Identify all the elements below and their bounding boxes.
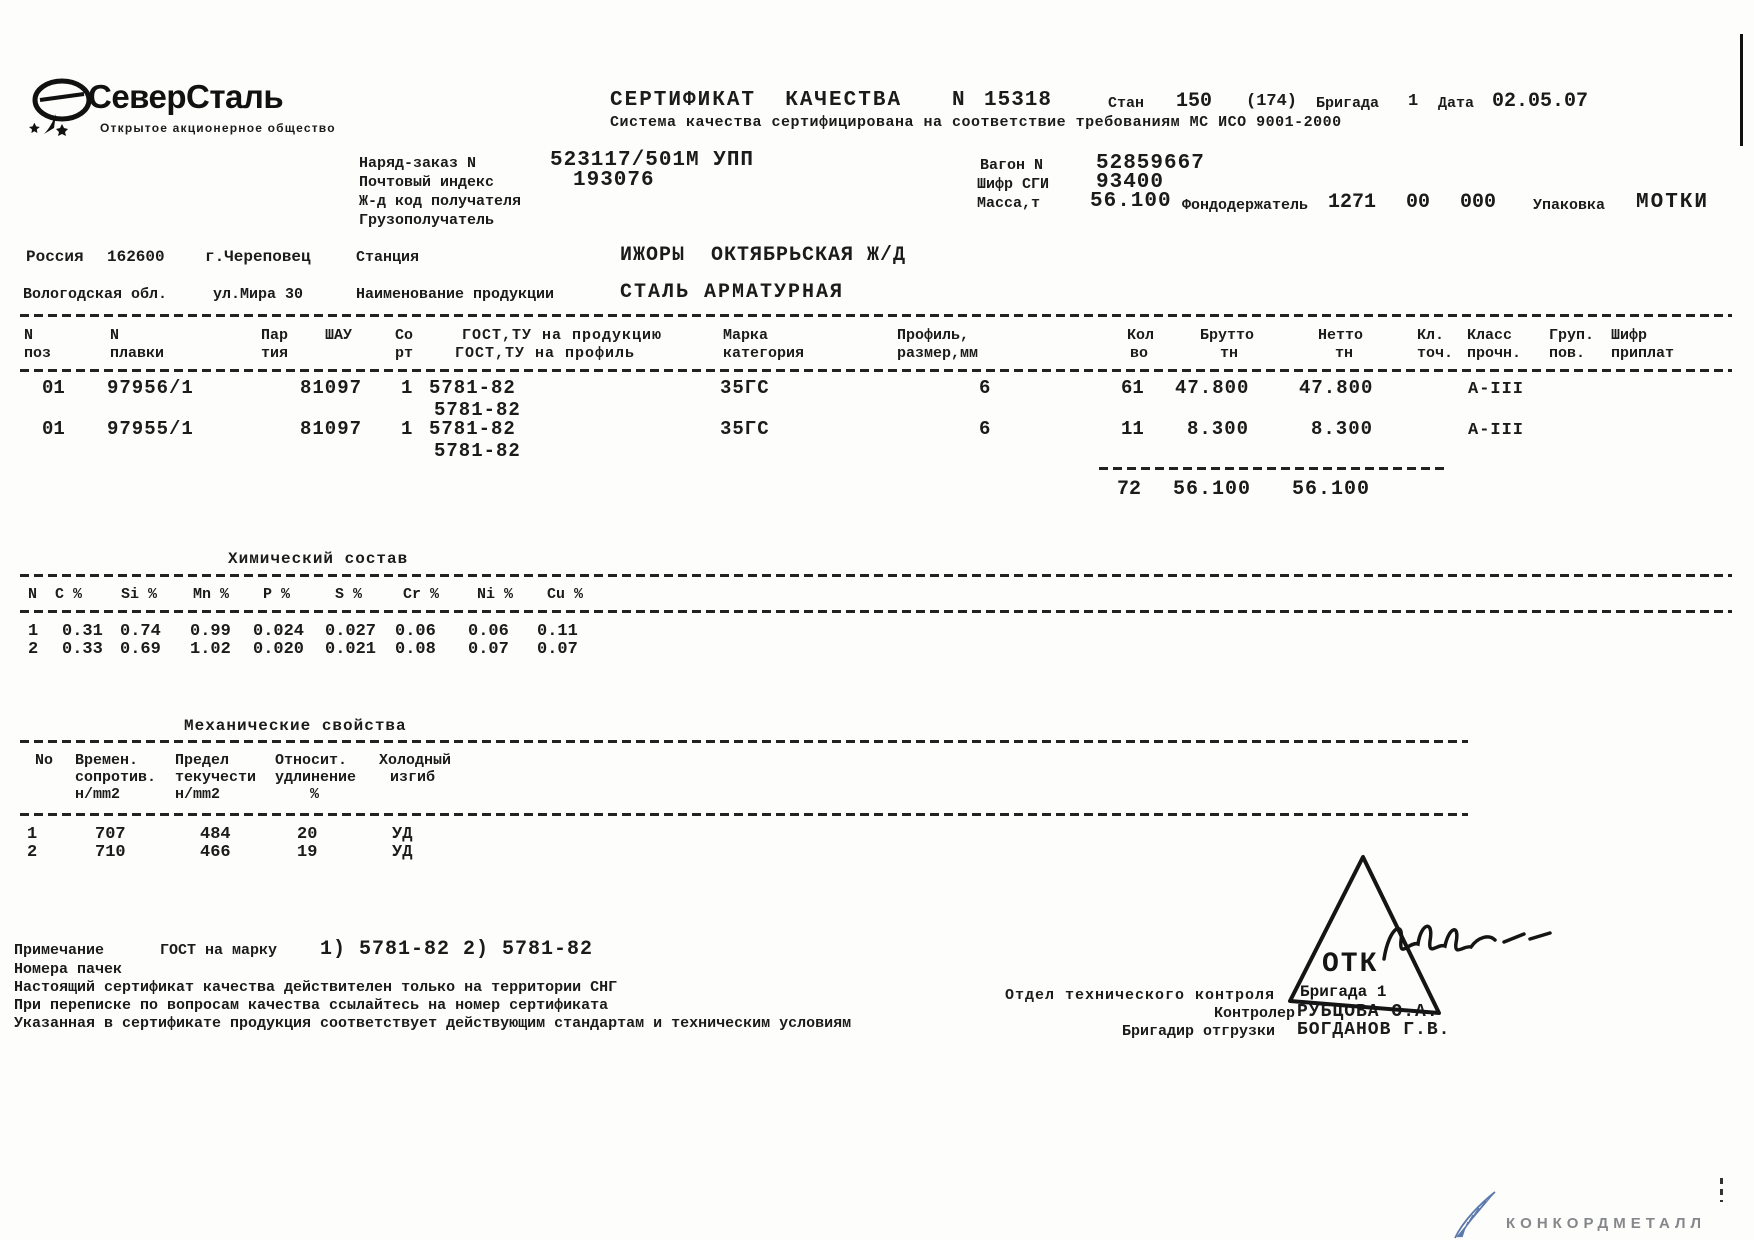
note-gost-value: 1) 5781-82 2) 5781-82 — [320, 938, 594, 961]
col-gross-header: Брутто — [1200, 327, 1255, 344]
packing-label: Упаковка — [1533, 197, 1606, 214]
col-gost-product-header: ГОСТ,ТУ на продукцию — [462, 327, 663, 344]
sgi-code-value: 93400 — [1096, 171, 1165, 194]
chemistry-title: Химический состав — [228, 550, 409, 568]
chem-cell: 0.99 — [190, 622, 231, 641]
mass-value: 56.100 — [1090, 190, 1172, 213]
table-row-sort: 1 — [401, 418, 413, 440]
wagon-value: 52859667 — [1096, 152, 1205, 175]
chem-cell: 0.33 — [62, 640, 103, 659]
region: Вологодская обл. — [23, 286, 168, 303]
chem-cell: 0.020 — [253, 640, 305, 659]
mech-cell: 19 — [297, 843, 318, 862]
chem-header: Cu % — [547, 586, 584, 603]
otk-stamp — [1258, 843, 1558, 1028]
mechanics-title: Механические свойства — [184, 717, 407, 735]
col-accuracy-header: Кл. — [1417, 327, 1445, 344]
col-surcharge-header: Шифр — [1611, 327, 1648, 344]
controller-label: Контролер — [1214, 1005, 1296, 1022]
mech-header-no: No — [35, 752, 54, 769]
col-gross-header2: тн — [1220, 345, 1239, 362]
chem-cell: 1.02 — [190, 640, 231, 659]
table-row-gross: 47.800 — [1175, 377, 1250, 399]
chem-cell: 2 — [28, 640, 39, 659]
col-strength-header: Класс — [1467, 327, 1513, 344]
table-row-gross: 8.300 — [1187, 418, 1250, 440]
scan-artifact-mark — [1720, 1178, 1723, 1202]
wagon-label: Вагон N — [980, 157, 1044, 174]
brigade-value: 1 — [1408, 92, 1419, 111]
mech-header-elongation2: удлинение — [275, 769, 357, 786]
date-value: 02.05.07 — [1492, 90, 1589, 113]
mech-header-yield2: текучести — [175, 769, 257, 786]
col-net-header2: тн — [1335, 345, 1354, 362]
table-row-party: 81097 — [300, 377, 363, 399]
chem-cell: 0.31 — [62, 622, 103, 641]
note-line: При переписке по вопросам качества ссылайтесь на номер сертификата — [14, 997, 609, 1014]
mech-header-elongation: Относит. — [275, 752, 348, 769]
note-label: Примечание — [14, 942, 105, 959]
chem-cell: 0.027 — [325, 622, 377, 641]
chem-cell: 0.024 — [253, 622, 305, 641]
rail-code-label: Ж-д код получателя — [359, 193, 522, 210]
col-group-header2: пов. — [1549, 345, 1586, 362]
mech-cell: УД — [392, 843, 413, 862]
table-row-grade: 35ГС — [720, 418, 770, 440]
certificate-number-label: N — [952, 89, 965, 112]
company-name: СеверСталь — [88, 78, 284, 115]
chem-cell: 0.08 — [395, 640, 436, 659]
total-qty: 72 — [1117, 478, 1142, 501]
chem-header: C % — [55, 586, 83, 603]
mech-header-tensile: Времен. — [75, 752, 139, 769]
col-gost-profile-header: ГОСТ,ТУ на профиль — [455, 345, 636, 362]
otk-stamp-text: ОТК — [1322, 949, 1379, 980]
chem-cell: 0.11 — [537, 622, 578, 641]
postcode: 162600 — [107, 248, 165, 266]
chem-header: S % — [335, 586, 363, 603]
mech-cell: УД — [392, 825, 413, 844]
table-row-pos: 01 — [42, 418, 65, 440]
totals-divider-line — [1099, 467, 1444, 470]
mech-header-tensile-units: н/mm2 — [75, 786, 121, 803]
table-row-pos: 01 — [42, 377, 65, 399]
col-surcharge-header2: приплат — [1611, 345, 1675, 362]
col-grade-header: Марка — [723, 327, 769, 344]
col-melt-header2: плавки — [110, 345, 165, 362]
table-row-qty: 11 — [1121, 418, 1144, 440]
controller-name: РУБЦОВА О.А. — [1297, 1002, 1439, 1022]
mech-cell: 707 — [95, 825, 126, 844]
mech-cell: 484 — [200, 825, 231, 844]
divider-line — [20, 740, 1468, 743]
severstal-logo-icon — [26, 76, 92, 138]
divider-line — [20, 314, 1732, 317]
table-row-gost-profile: 5781-82 — [434, 399, 521, 421]
mill-alt-value: (174) — [1246, 92, 1298, 111]
table-row-qty: 61 — [1121, 377, 1144, 399]
table-row-grade: 35ГС — [720, 377, 770, 399]
chem-cell: 1 — [28, 622, 39, 641]
iso-line: Система качества сертифицирована на соответствие требованиям МС ИСО 9001-2000 — [610, 114, 1342, 131]
chem-cell: 0.06 — [395, 622, 436, 641]
chem-header: Mn % — [193, 586, 230, 603]
col-qty-header: Кол — [1127, 327, 1155, 344]
mech-header-coldbend: Холодный — [379, 752, 452, 769]
station-value: ИЖОРЫ ОКТЯБРЬСКАЯ Ж/Д — [620, 244, 907, 267]
col-group-header: Груп. — [1549, 327, 1595, 344]
chem-header: Ni % — [477, 586, 514, 603]
col-sort-header2: рт — [395, 345, 414, 362]
divider-line — [20, 813, 1468, 816]
consignee-label: Грузополучатель — [359, 212, 495, 229]
chem-cell: 0.021 — [325, 640, 377, 659]
col-party-header: Пар — [261, 327, 289, 344]
certificate-title: СЕРТИФИКАТ КАЧЕСТВА — [610, 89, 903, 112]
street: ул.Мира 30 — [213, 286, 304, 303]
scan-artifact-line — [1740, 34, 1743, 146]
col-profile-header2: размер,мм — [897, 345, 979, 362]
concord-sail-icon — [1450, 1190, 1504, 1240]
col-melt-header: N — [110, 327, 120, 344]
order-number-value: 523117/501М УПП — [550, 149, 755, 172]
shipping-foreman-label: Бригадир отгрузки — [1122, 1023, 1276, 1040]
date-label: Дата — [1438, 95, 1475, 112]
mill-label: Стан — [1108, 95, 1145, 112]
note-line: Номера пачек — [14, 961, 123, 978]
table-row-gost-product: 5781-82 — [429, 418, 516, 440]
mech-cell: 20 — [297, 825, 318, 844]
qc-department-label: Отдел технического контроля — [1005, 987, 1276, 1004]
shipping-foreman-name: БОГДАНОВ Г.В. — [1297, 1020, 1451, 1040]
country: Россия — [26, 248, 84, 266]
concord-watermark: КОНКОРДМЕТАЛЛ — [1506, 1215, 1707, 1232]
mech-header-coldbend2: изгиб — [390, 769, 436, 786]
sgi-code-label: Шифр СГИ — [977, 176, 1050, 193]
chem-header: Cr % — [403, 586, 440, 603]
mech-header-tensile2: сопротив. — [75, 769, 157, 786]
table-row-net: 8.300 — [1311, 418, 1374, 440]
col-profile-header: Профиль, — [897, 327, 970, 344]
otk-stamp-brigade: Бригада 1 — [1300, 983, 1387, 1001]
station-label: Станция — [356, 249, 420, 266]
table-row-gost-profile: 5781-82 — [434, 440, 521, 462]
chem-cell: 0.69 — [120, 640, 161, 659]
chem-cell: 0.06 — [468, 622, 509, 641]
col-pos-header: N — [24, 327, 34, 344]
total-gross: 56.100 — [1173, 478, 1252, 501]
col-pos-header2: поз — [24, 345, 52, 362]
city: г.Череповец — [205, 248, 311, 266]
divider-line — [20, 610, 1732, 613]
table-row-net: 47.800 — [1299, 377, 1374, 399]
col-sort-header: Со — [395, 327, 414, 344]
col-party-header2: тия — [261, 345, 289, 362]
note-gost-label: ГОСТ на марку — [160, 942, 278, 959]
chem-cell: 0.07 — [537, 640, 578, 659]
table-row-melt: 97955/1 — [107, 418, 194, 440]
table-row-gost-product: 5781-82 — [429, 377, 516, 399]
col-grade-header2: категория — [723, 345, 805, 362]
total-net: 56.100 — [1292, 478, 1371, 501]
divider-line — [20, 574, 1732, 577]
col-strength-header2: прочн. — [1467, 345, 1522, 362]
table-row-profile: 6 — [979, 418, 991, 440]
table-row-strength-class: A-III — [1468, 421, 1525, 440]
table-row-sort: 1 — [401, 377, 413, 399]
divider-line — [20, 369, 1732, 372]
product-name-value: СТАЛЬ АРМАТУРНАЯ — [620, 281, 845, 304]
table-row-melt: 97956/1 — [107, 377, 194, 399]
chem-cell: 0.07 — [468, 640, 509, 659]
col-qty-header2: во — [1130, 345, 1149, 362]
packing-value: МОТКИ — [1636, 191, 1710, 214]
col-shau-header: ШАУ — [325, 327, 353, 344]
table-row-strength-class: A-III — [1468, 380, 1525, 399]
mech-header-yield-units: н/mm2 — [175, 786, 221, 803]
mech-cell: 2 — [27, 843, 38, 862]
mech-cell: 710 — [95, 843, 126, 862]
product-name-label: Наименование продукции — [356, 286, 555, 303]
order-number-label: Наряд-заказ N — [359, 155, 477, 172]
note-line: Настоящий сертификат качества действителен только на территории СНГ — [14, 979, 618, 996]
mech-header-elongation-units: % — [310, 786, 320, 803]
certificate-number: 15318 — [984, 89, 1053, 112]
chem-header: Si % — [121, 586, 158, 603]
fund-holder-label: Фондодержатель — [1182, 197, 1309, 214]
chem-cell: 0.74 — [120, 622, 161, 641]
col-net-header: Нетто — [1318, 327, 1364, 344]
table-row-profile: 6 — [979, 377, 991, 399]
chem-header: P % — [263, 586, 291, 603]
postal-index-label: Почтовый индекс — [359, 174, 495, 191]
fund-holder-value: 1271 00 000 — [1328, 191, 1497, 214]
table-row-party: 81097 — [300, 418, 363, 440]
col-accuracy-header2: точ. — [1417, 345, 1454, 362]
mech-cell: 466 — [200, 843, 231, 862]
mill-value: 150 — [1176, 90, 1213, 113]
mass-label: Масса,т — [977, 195, 1041, 212]
mech-cell: 1 — [27, 825, 38, 844]
brigade-label: Бригада — [1316, 95, 1380, 112]
chem-header: N — [28, 586, 38, 603]
company-subtitle: Открытое акционерное общество — [100, 121, 336, 135]
postal-index-value: 193076 — [573, 169, 655, 192]
note-line: Указанная в сертификате продукция соответствует действующим стандартам и техническим условиям — [14, 1015, 852, 1032]
mech-header-yield: Предел — [175, 752, 230, 769]
